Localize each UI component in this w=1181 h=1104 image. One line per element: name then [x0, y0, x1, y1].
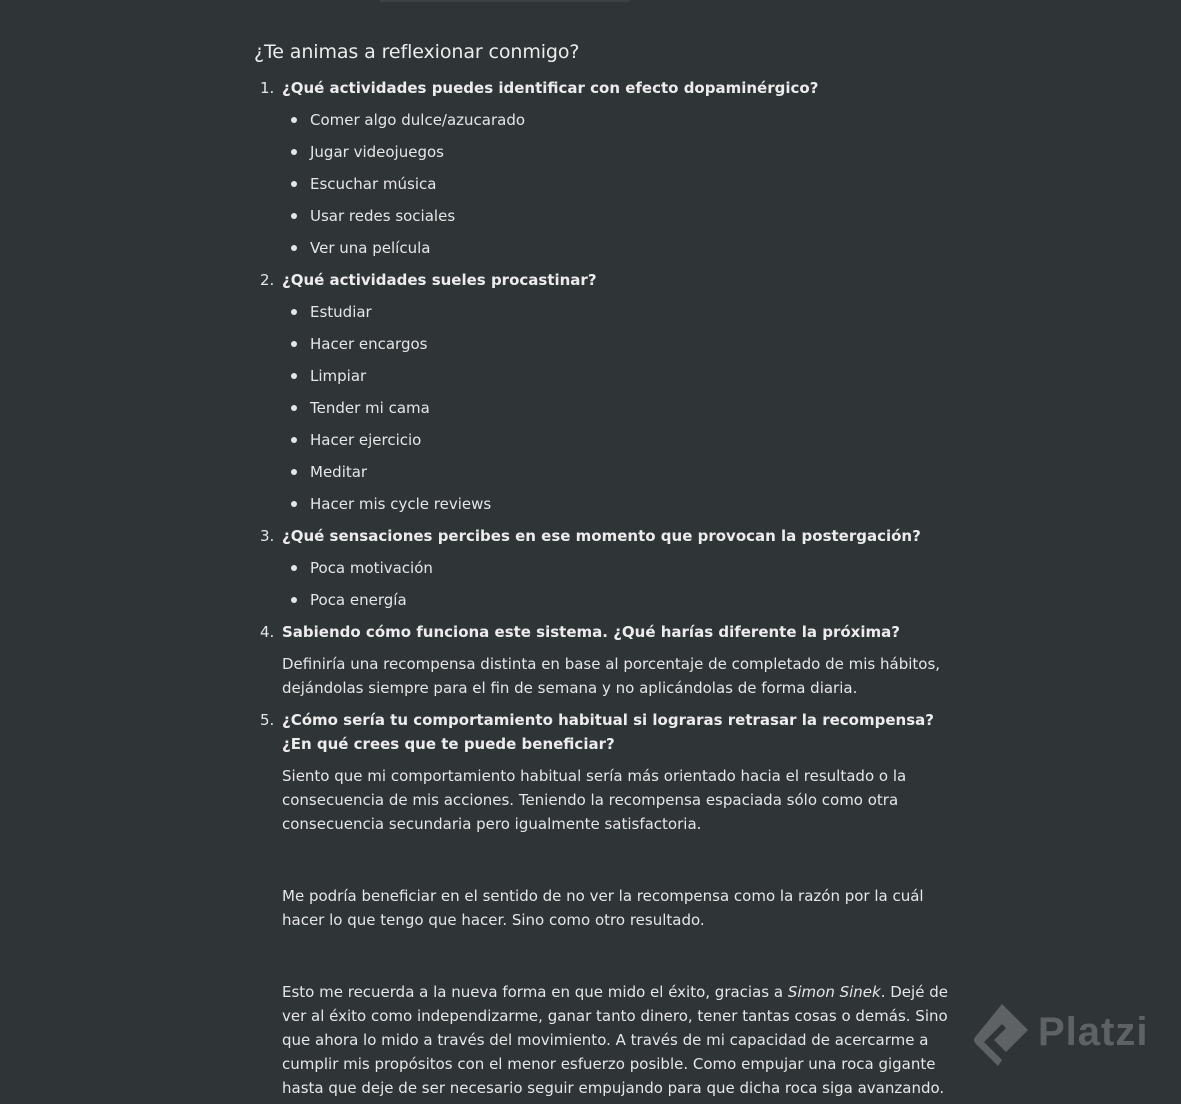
answer-paragraph: Siento que mi comportamiento habitual sería más orientado hacia el resultado o la consecuencia de mis acciones. Teniendo la recompensa espaciada sólo como otra consecuencia secundaria pero igualmente satisfactoria.: [282, 767, 907, 833]
bullet-icon: [291, 341, 297, 347]
bullet-icon: [291, 373, 297, 379]
watermark-text: Platzi: [1038, 1010, 1149, 1054]
bullet-icon: [291, 117, 297, 123]
answer-bullets: [282, 552, 964, 616]
list-item: Limpiar: [282, 360, 964, 392]
bullet-icon: [291, 181, 297, 187]
question-text: ¿Qué actividades puedes identificar con efecto dopaminérgico?: [282, 79, 819, 97]
bullet-icon: [291, 213, 297, 219]
list-item: Hacer encargos: [282, 328, 964, 360]
bullet-icon: [291, 501, 297, 507]
question-item: [254, 264, 964, 520]
question-text: ¿Qué sensaciones percibes en ese momento que provocan la postergación?: [282, 527, 921, 545]
question-item: [254, 72, 964, 264]
platzi-watermark: [972, 1000, 1172, 1070]
answer-paragraph: Definiría una recompensa distinta en base al porcentaje de completado de mis hábitos, dejándolas siempre para el fin de semana y no aplicándolas de forma diaria.: [282, 655, 941, 697]
answer-bullets: [282, 296, 964, 520]
author-name: Simon Sinek: [787, 983, 881, 1001]
answer-paragraph: Esto me recuerda a la nueva forma en que mido el éxito, gracias a Simon Sinek. Dejé de ver al éxito como independizarme, ganar tanto dinero, tener tantas cosas o demás. Sino que ahora lo mido a través del movimiento. A través de mi capacidad de acercarme a cumplir mis propósitos con el menor esfuerzo posible. Como empujar una roca gigante hasta que deje de ser necesario seguir empujando para que dicha roca siga avanzando.: [282, 983, 948, 1097]
list-item: Meditar: [282, 456, 964, 488]
question-number: 5.: [260, 711, 275, 729]
question-number: 3.: [260, 527, 275, 545]
question-item: [254, 704, 964, 1104]
list-item: Usar redes sociales: [282, 200, 964, 232]
answer-bullets: [282, 104, 964, 264]
list-item: Hacer ejercicio: [282, 424, 964, 456]
bullet-icon: [291, 149, 297, 155]
question-number: 1.: [260, 79, 275, 97]
list-item: Poca energía: [282, 584, 964, 616]
list-item: Comer algo dulce/azucarado: [282, 104, 964, 136]
list-item: Poca motivación: [282, 552, 964, 584]
bullet-icon: [291, 405, 297, 411]
answer-block: [282, 760, 964, 1104]
question-text: ¿Qué actividades sueles procastinar?: [282, 271, 597, 289]
list-item: Tender mi cama: [282, 392, 964, 424]
question-text: Sabiendo cómo funciona este sistema. ¿Qué harías diferente la próxima?: [282, 623, 900, 641]
answer-block: [282, 648, 964, 704]
bullet-icon: [291, 437, 297, 443]
article-content: [254, 38, 964, 1104]
question-text: ¿Cómo sería tu comportamiento habitual si lograras retrasar la recompensa? ¿En qué crees que te puede beneficiar?: [282, 711, 934, 753]
section-heading: ¿Te animas a reflexionar conmigo?: [254, 41, 580, 63]
bullet-icon: [291, 245, 297, 251]
list-item: Estudiar: [282, 296, 964, 328]
list-item: Jugar videojuegos: [282, 136, 964, 168]
bullet-icon: [291, 309, 297, 315]
top-divider: [380, 0, 630, 2]
question-item: [254, 616, 964, 704]
bullet-icon: [291, 565, 297, 571]
question-item: [254, 520, 964, 616]
list-item: Hacer mis cycle reviews: [282, 488, 964, 520]
bullet-icon: [291, 469, 297, 475]
questions-list: [254, 72, 964, 1104]
list-item: Escuchar música: [282, 168, 964, 200]
platzi-logo-icon: [972, 1000, 1032, 1070]
question-number: 4.: [260, 623, 275, 641]
list-item: Ver una película: [282, 232, 964, 264]
answer-paragraph: Me podría beneficiar en el sentido de no ver la recompensa como la razón por la cuál hacer lo que tengo que hacer. Sino como otro resultado.: [282, 887, 924, 929]
bullet-icon: [291, 597, 297, 603]
question-number: 2.: [260, 271, 275, 289]
